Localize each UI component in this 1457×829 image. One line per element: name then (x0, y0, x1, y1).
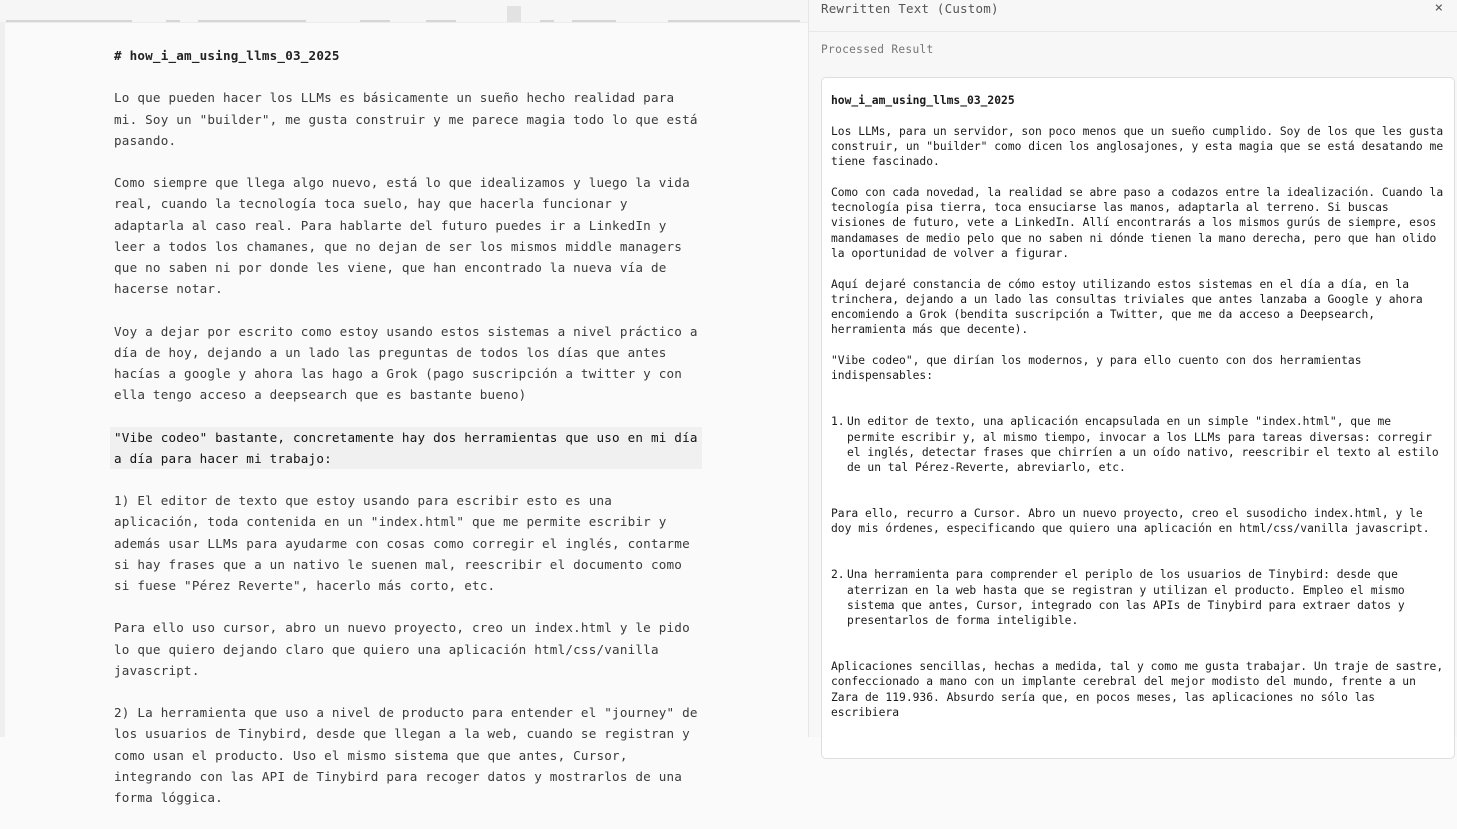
minimap-mark (572, 20, 616, 22)
spacer (831, 491, 1444, 506)
editor-gutter (0, 22, 5, 737)
result-paragraph: Para ello, recurro a Cursor. Abro un nuevo proyecto, creo el susodicho index.html, y le doy mis órdenes, especificando que quiero una aplicación en html/css/vanilla javascript. (831, 507, 1430, 536)
document-paragraph: Como siempre que llega algo nuevo, está lo que idealizamos y luego la vida real, cuando la tecnología toca suelo, hay que hacerla funcionar y adaptarla al caso real. Para hablarte del futuro puedes ir a LinkedIn y leer a todos los chamanes, que no dejan de ser los mismos middle managers que no saben ni por donde les viene, que han encontrado la nueva vía de hacerse notar. (114, 175, 690, 297)
spacer (831, 399, 1444, 414)
spacer (831, 552, 1444, 567)
minimap-mark (166, 20, 180, 22)
document-heading: # how_i_am_using_llms_03_2025 (114, 48, 340, 63)
panel-subtitle: Processed Result (821, 43, 934, 56)
result-list-item (831, 567, 1444, 628)
minimap-mark (668, 20, 800, 22)
minimap-mark (198, 20, 306, 22)
document-paragraph: Voy a dejar por escrito como estoy usando estos sistemas a nivel práctico a día de hoy, dejando a un lado las preguntas de todos los días que antes hacías a google y ahora las hago a Grok (pago suscripción a twitter y con ella tengo acceso a deepsearch que es bastante bueno) (114, 323, 698, 403)
list-number: 1. (831, 415, 845, 429)
panel-divider (809, 31, 1457, 32)
processed-result-box[interactable] (821, 77, 1455, 759)
minimap-mark (426, 20, 456, 22)
result-title: how_i_am_using_llms_03_2025 (831, 94, 1015, 107)
minimap-strip (0, 0, 808, 23)
minimap-mark (360, 20, 390, 22)
close-icon[interactable]: × (1434, 0, 1443, 16)
list-number: 2. (831, 568, 845, 582)
spacer (831, 644, 1444, 659)
list-text: Un editor de texto, una aplicación encapsulada en un simple "index.html", que me permite escribir y, al mismo tiempo, invocar a los LLMs para tareas diversas: corregir el inglés, detectar frases que chirríen a un oído nativo, reescribir el texto al estilo de un tal Pérez-Reverte, abreviarlo, etc. (847, 415, 1439, 475)
minimap-mark (540, 20, 554, 22)
result-paragraph: Aplicaciones sencillas, hechas a medida, tal y como me gusta trabajar. Un traje de sastre, confeccionado a mano con un implante cerebral del mejor modisto del mundo, frente a un Zara de 119.936. Absurdo sería que, en pocos meses, las aplicaciones no sólo las escribiera (831, 659, 1444, 719)
document-paragraph: 2) La herramienta que uso a nivel de producto para entender el "journey" de los usuarios de Tinybird, desde que llegan a la web, cuando se registran y como usan el producto. Uso el mismo sistema que que antes, Cursor, integrando con las API de Tinybird para recoger datos y mostrarlos de una forma lóggica. (114, 705, 698, 805)
document-paragraph: Lo que pueden hacer los LLMs es básicamente un sueño hecho realidad para mi. Soy un "builder", me gusta construir y me parece magia todo lo que está pasando. (114, 90, 698, 148)
minimap-mark (6, 20, 132, 22)
rewrite-panel (808, 0, 1457, 737)
result-paragraph: Aquí dejaré constancia de cómo estoy utilizando estos sistemas en el día a día, en la trinchera, dejando a un lado las consultas triviales que antes lanzaba a Google y ahora encomiendo a Grok (bendita suscripción a Twitter, que me da acceso a Deepsearch, herramienta más que decente). (831, 277, 1423, 337)
minimap-viewport[interactable] (507, 6, 521, 22)
result-list-item (831, 414, 1444, 475)
document-paragraph: 1) El editor de texto que estoy usando para escribir esto es una aplicación, toda contenida en un "index.html" que me permite escribir y además usar LLMs para ayudarme con cosas como corregir el inglés, contarme si hay frases que a un nativo le suenen mal, reescribir el documento como si fuese "Pérez Reverte", hacerlo más corto, etc. (114, 493, 690, 593)
panel-title: Rewritten Text (Custom) (821, 1, 999, 16)
document-paragraph: Para ello uso cursor, abro un nuevo proyecto, creo un index.html y le pido lo que quiero dejando claro que quiero una aplicación html/css/vanilla javascript. (114, 620, 690, 678)
highlighted-paragraph: "Vibe codeo" bastante, concretamente hay dos herramientas que uso en mi día a día para hacer mi trabajo: (110, 427, 702, 469)
document-body[interactable] (114, 45, 702, 829)
result-paragraph: Los LLMs, para un servidor, son poco menos que un sueño cumplido. Soy de los que les gusta construir, un "builder" como dicen los anglosajones, y esta magia que se está desatando me tiene fascinado. (831, 124, 1444, 169)
list-text: Una herramienta para comprender el periplo de los usuarios de Tinybird: desde que aterrizan en la web hasta que se registran y utilizan el producto. Empleo el mismo sistema que antes, Cursor, integrado con las APIs de Tinybird para extraer datos y presentarlos de forma inteligible. (847, 568, 1405, 628)
result-paragraph: Como con cada novedad, la realidad se abre paso a codazos entre la idealización. Cuando la tecnología pisa tierra, toca ensuciarse las manos, adaptarla al terreno. Si buscas visiones de futuro, vete a LinkedIn. Allí encontrarás a los mismos gurús de siempre, esos mandamases de medio pelo que no saben ni dónde tienen la mano derecha, pero que han olido la oportunidad de volver a figurar. (831, 185, 1444, 260)
result-paragraph: "Vibe codeo", que dirían los modernos, y para ello cuento con dos herramientas indispensables: (831, 354, 1362, 383)
